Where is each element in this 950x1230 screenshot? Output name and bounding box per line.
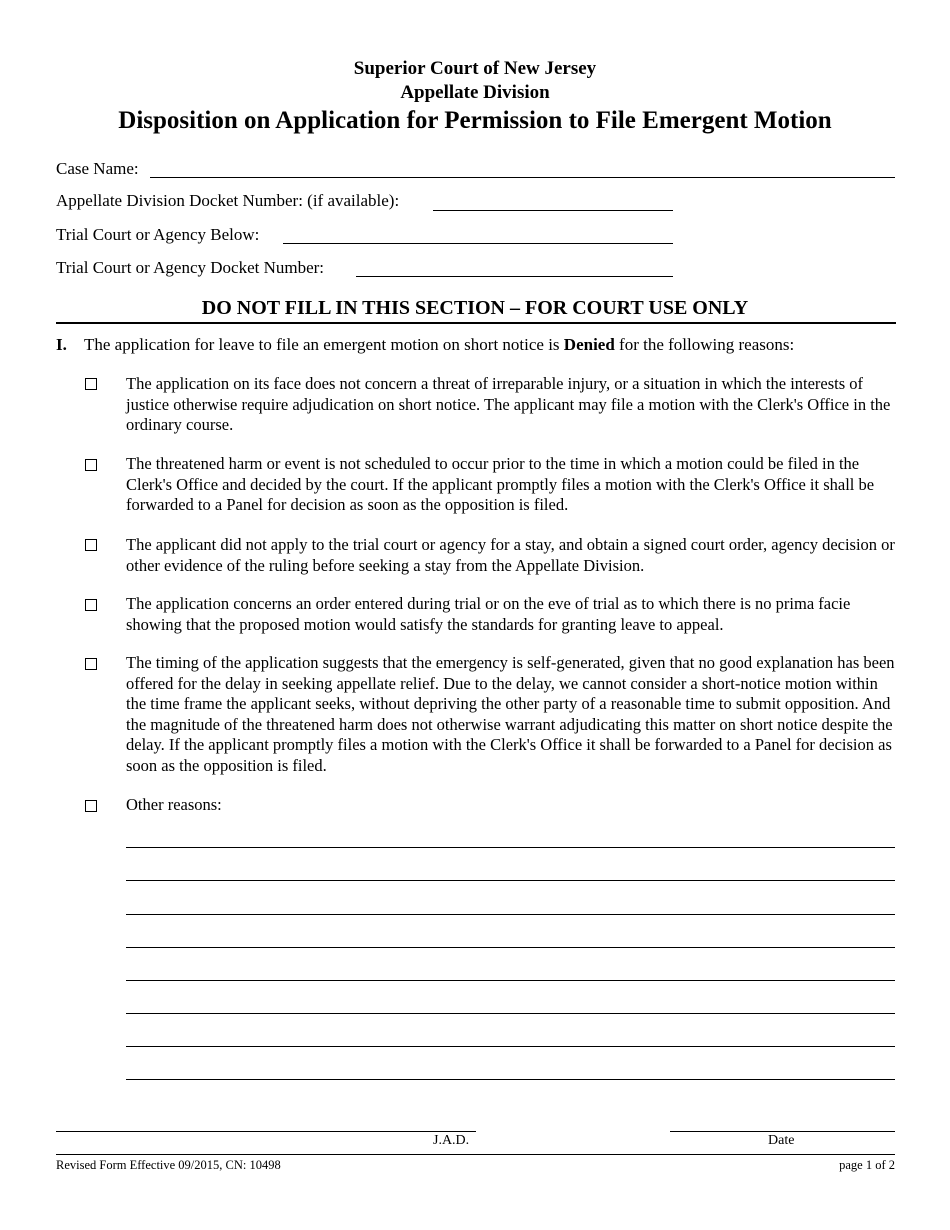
write-in-line[interactable]: [126, 914, 895, 915]
docket-number-label: Appellate Division Docket Number: (if available):: [56, 191, 400, 210]
reason-1-checkbox[interactable]: [85, 378, 97, 390]
division-name: Appellate Division: [400, 82, 550, 103]
judge-signature-line[interactable]: [56, 1131, 476, 1132]
write-in-line[interactable]: [126, 947, 895, 948]
write-in-line[interactable]: [126, 1013, 895, 1014]
trial-docket-field[interactable]: [356, 276, 673, 277]
page-number: page 1 of 2: [839, 1158, 895, 1172]
write-in-line[interactable]: [126, 880, 895, 881]
reason-2-checkbox[interactable]: [85, 459, 97, 471]
case-name-label: Case Name:: [56, 159, 139, 178]
court-name: Superior Court of New Jersey: [353, 58, 597, 79]
other-reasons-checkbox[interactable]: [85, 800, 97, 812]
trial-docket-label: Trial Court or Agency Docket Number:: [56, 258, 325, 277]
form-title: Disposition on Application for Permission to File Emergent Motion: [118, 107, 832, 134]
date-line[interactable]: [670, 1131, 895, 1132]
reason-5-checkbox[interactable]: [85, 658, 97, 670]
write-in-line[interactable]: [126, 1046, 895, 1047]
case-name-field[interactable]: [150, 177, 895, 178]
trial-court-field[interactable]: [283, 243, 673, 244]
docket-number-field[interactable]: [433, 210, 673, 211]
date-label: Date: [768, 1133, 795, 1148]
write-in-line[interactable]: [126, 847, 895, 848]
trial-court-label: Trial Court or Agency Below:: [56, 225, 260, 244]
section-divider: [56, 322, 896, 324]
reason-4-checkbox[interactable]: [85, 599, 97, 611]
intro-text-end: for the following reasons:: [614, 335, 795, 354]
intro-text: The application for leave to file an emergent motion on short notice is: [84, 335, 564, 354]
reason-5-text: The timing of the application suggests that the emergency is self-generated, given that no good explanation has been offered for the delay in seeking appellate relief. Due to the delay, we cannot consider a short-notice motion within the time frame the applicant seeks, without depriving the other party of a reasonable time to submit opposition. And the magnitude of the threatened harm does not otherwise warrant adjudicating this matter on short notice despite the delay. If the applicant promptly files a motion with the Clerk's Office it shall be forwarded to a Panel for decision as soon as the opposition is filed.: [126, 653, 895, 775]
denial-intro: [84, 335, 794, 355]
reason-1-text: The application on its face does not concern a threat of irreparable injury, or a situation in which the interests of justice otherwise require adjudication on short notice. The applicant may file a motion with the Clerk's Office in the ordinary course.: [126, 374, 891, 434]
revision-note: Revised Form Effective 09/2015, CN: 10498: [56, 1158, 281, 1172]
other-reasons-label: Other reasons:: [126, 795, 222, 814]
reason-3-text: The applicant did not apply to the trial court or agency for a stay, and obtain a signed court order, agency decision or other evidence of the ruling before seeking a stay from the Appellate Division.: [126, 535, 895, 575]
denied-word: Denied: [563, 335, 615, 354]
court-use-heading: DO NOT FILL IN THIS SECTION – FOR COURT USE ONLY: [201, 297, 749, 319]
footer-divider: [56, 1154, 895, 1155]
reason-3-checkbox[interactable]: [85, 539, 97, 551]
write-in-line[interactable]: [126, 1079, 895, 1080]
reason-4-text: The application concerns an order entered during trial or on the eve of trial as to which there is no prima facie showing that the proposed motion would satisfy the standards for granting leave to appeal.: [126, 594, 851, 634]
section-number: I.: [56, 335, 67, 354]
judge-title-label: J.A.D.: [433, 1133, 470, 1148]
write-in-line[interactable]: [126, 980, 895, 981]
reason-2-text: The threatened harm or event is not scheduled to occur prior to the time in which a motion could be filed in the Clerk's Office and decided by the court. If the applicant promptly files a motion with the Clerk's Office it shall be forwarded to a Panel for decision as soon as the opposition is filed.: [126, 454, 875, 514]
